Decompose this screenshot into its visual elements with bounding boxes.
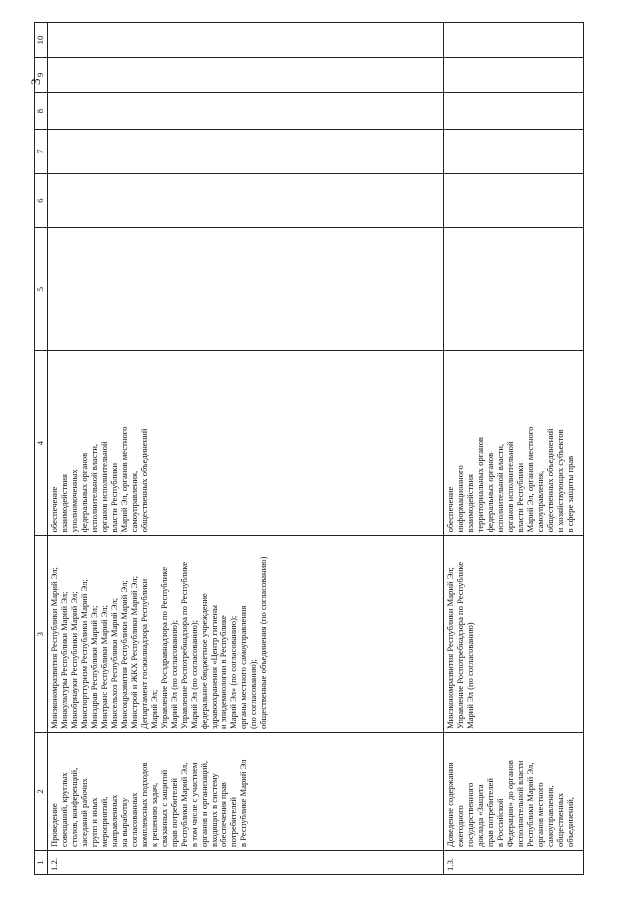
- text-line: территориальных органов: [474, 437, 485, 533]
- text-line: в Республике Марий Эл: [238, 759, 249, 847]
- text-line: Республики Марий Эл,: [524, 762, 535, 847]
- text-line: Департамент госжилнадзора Республики: [138, 578, 149, 730]
- empty-cell: [444, 92, 584, 129]
- text-line: уполномоченных: [68, 469, 79, 533]
- text-line: общественных объединений: [138, 428, 149, 533]
- text-line: исполнительной власти,: [494, 443, 505, 533]
- text-line: взаимодействия: [464, 474, 475, 533]
- text-line: самоуправления,: [534, 470, 545, 533]
- text-line: органов исполнительной: [504, 441, 515, 533]
- text-line: совещаний, круглых: [58, 772, 69, 847]
- text-line: в Российской: [494, 798, 505, 847]
- text-line: согласованных: [128, 792, 139, 847]
- text-line: власти Республики: [108, 462, 119, 533]
- text-line: Минсоцразвития Республики Марий Эл;: [118, 580, 129, 730]
- text-line: Минэкономразвития Республики Марий Эл;: [445, 567, 455, 730]
- empty-cell: [444, 173, 584, 228]
- text-line: Доведение содержания: [445, 762, 455, 847]
- col-header-5: 5: [35, 228, 48, 350]
- text-line: Республики Марий Эл,: [178, 762, 189, 847]
- empty-cell: [48, 58, 444, 93]
- empty-cell: [48, 23, 444, 58]
- text-line: в сфере защиты прав: [564, 455, 575, 533]
- empty-cell: [48, 130, 444, 174]
- text-line: прав потребителей: [168, 778, 179, 847]
- col-header-8: 8: [35, 92, 48, 129]
- text-line: федеральных органов: [78, 452, 89, 533]
- text-line: потребителей: [228, 796, 239, 847]
- executors-cell: [48, 536, 444, 733]
- text-line: Минздрав Республики Марий Эл;: [88, 605, 99, 730]
- col-header-10: 10: [35, 23, 48, 58]
- text-line: в том числе с участием: [188, 762, 199, 847]
- text-line: общественных объединений: [544, 428, 555, 533]
- col-header-4: 4: [35, 350, 48, 536]
- text-line: Минтранс Республики Марий Эл;: [98, 605, 109, 730]
- col-header-7: 7: [35, 130, 48, 174]
- text-line: Марий Эл (по согласованию);: [188, 619, 199, 730]
- text-line: Марий Эл (по согласованию);: [168, 619, 179, 730]
- text-line: связанных с защитой: [158, 769, 169, 847]
- empty-cell: [48, 228, 444, 350]
- text-line: обеспечение: [445, 486, 455, 533]
- text-line: органов исполнительной: [98, 441, 109, 533]
- col-header-6: 6: [35, 173, 48, 228]
- text-line: органы местного самоуправления: [238, 605, 249, 730]
- text-line: входящих в систему: [208, 773, 219, 847]
- text-line: самоуправления,: [128, 470, 139, 533]
- col-header-1: 1: [35, 850, 48, 874]
- text-line: Марий Эл;: [148, 689, 159, 730]
- text-line: Минэкономразвития Республики Марий Эл;: [49, 567, 59, 730]
- text-line: общественных: [554, 793, 565, 847]
- text-line: информационного: [454, 465, 465, 533]
- text-line: государственного: [464, 782, 475, 847]
- text-line: власти Республики: [514, 462, 525, 533]
- col-header-9: 9: [35, 58, 48, 93]
- text-line: Управление Роспотребнадзора по Республике: [178, 561, 189, 730]
- text-line: Управление Росздравнадзора по Республике: [158, 566, 169, 730]
- text-line: федеральных органов: [484, 452, 495, 533]
- executors-cell: [444, 536, 584, 733]
- text-line: здравоохранения «Центр гигиены: [208, 605, 219, 730]
- empty-cell: [444, 130, 584, 174]
- text-line: Минсельхоз Республики Марий Эл;: [108, 597, 119, 730]
- text-line: Марий Эл» (по согласованию);: [228, 615, 239, 730]
- text-line: групп и иных: [88, 797, 99, 847]
- text-line: органов и организаций,: [198, 760, 209, 847]
- text-line: исполнительной власти: [514, 760, 525, 847]
- text-line: прав потребителей: [484, 778, 495, 847]
- plan-table: [34, 22, 584, 875]
- text-line: Минобрнауки Республики Марий Эл;: [68, 591, 79, 730]
- text-line: к решению задач,: [148, 782, 159, 847]
- row-number-cell: 1.3.: [444, 850, 584, 874]
- text-line: ежегодного: [454, 805, 465, 847]
- text-line: Марий Эл, органов местного: [118, 426, 129, 533]
- text-line: Федерации» до органов: [504, 760, 515, 847]
- text-line: (по согласованию);: [248, 659, 259, 730]
- row-number-cell: 1.2.: [48, 850, 444, 874]
- empty-cell: [48, 92, 444, 129]
- text-line: самоуправления,: [544, 785, 555, 847]
- table-row: [48, 23, 444, 875]
- empty-cell: [444, 228, 584, 350]
- empty-cell: [444, 58, 584, 93]
- col-header-3: 3: [35, 536, 48, 733]
- text-line: и хозяйствующих субъектов: [554, 429, 565, 533]
- result-cell: [48, 350, 444, 536]
- empty-cell: [444, 23, 584, 58]
- text-line: Проведение: [49, 803, 59, 847]
- text-line: Минспорттуризм Республики Марий Эл;: [78, 579, 89, 730]
- empty-cell: [48, 173, 444, 228]
- event-cell: [444, 733, 584, 851]
- text-line: обеспечение: [49, 486, 59, 533]
- table-row: [444, 23, 584, 875]
- text-line: общественные объединения (по согласованию): [258, 556, 269, 730]
- text-line: доклада «Защита: [474, 784, 485, 847]
- col-header-2: 2: [35, 733, 48, 851]
- text-line: на выработку: [118, 797, 129, 847]
- text-line: обеспечения прав: [218, 782, 229, 847]
- text-line: федеральное бюджетное учреждение: [198, 593, 209, 730]
- text-line: комплексных подходов: [138, 762, 149, 847]
- event-cell: [48, 733, 444, 851]
- header-row: [35, 23, 48, 875]
- text-line: Марий Эл, органов местного: [524, 426, 535, 533]
- text-line: и эпидемиологии в Республике: [218, 615, 229, 730]
- text-line: Минстрой и ЖКХ Республики Марий Эл;: [128, 576, 139, 730]
- text-line: столов, конференций,: [68, 767, 79, 847]
- text-line: взаимодействия: [58, 474, 69, 533]
- result-cell: [444, 350, 584, 536]
- text-line: исполнительной власти,: [88, 443, 99, 533]
- text-line: Минкультуры Республики Марий Эл;: [58, 591, 69, 730]
- text-line: объединений,: [564, 797, 575, 847]
- text-line: мероприятий,: [98, 796, 109, 847]
- text-line: заседаний рабочих: [78, 778, 89, 847]
- text-line: органов местного: [534, 782, 545, 847]
- text-line: направленных: [108, 794, 119, 847]
- text-line: Управление Роспотребнадзора по Республике: [454, 561, 465, 730]
- text-line: Марий Эл (по согласованию): [464, 622, 475, 730]
- page-number: 3: [28, 78, 43, 85]
